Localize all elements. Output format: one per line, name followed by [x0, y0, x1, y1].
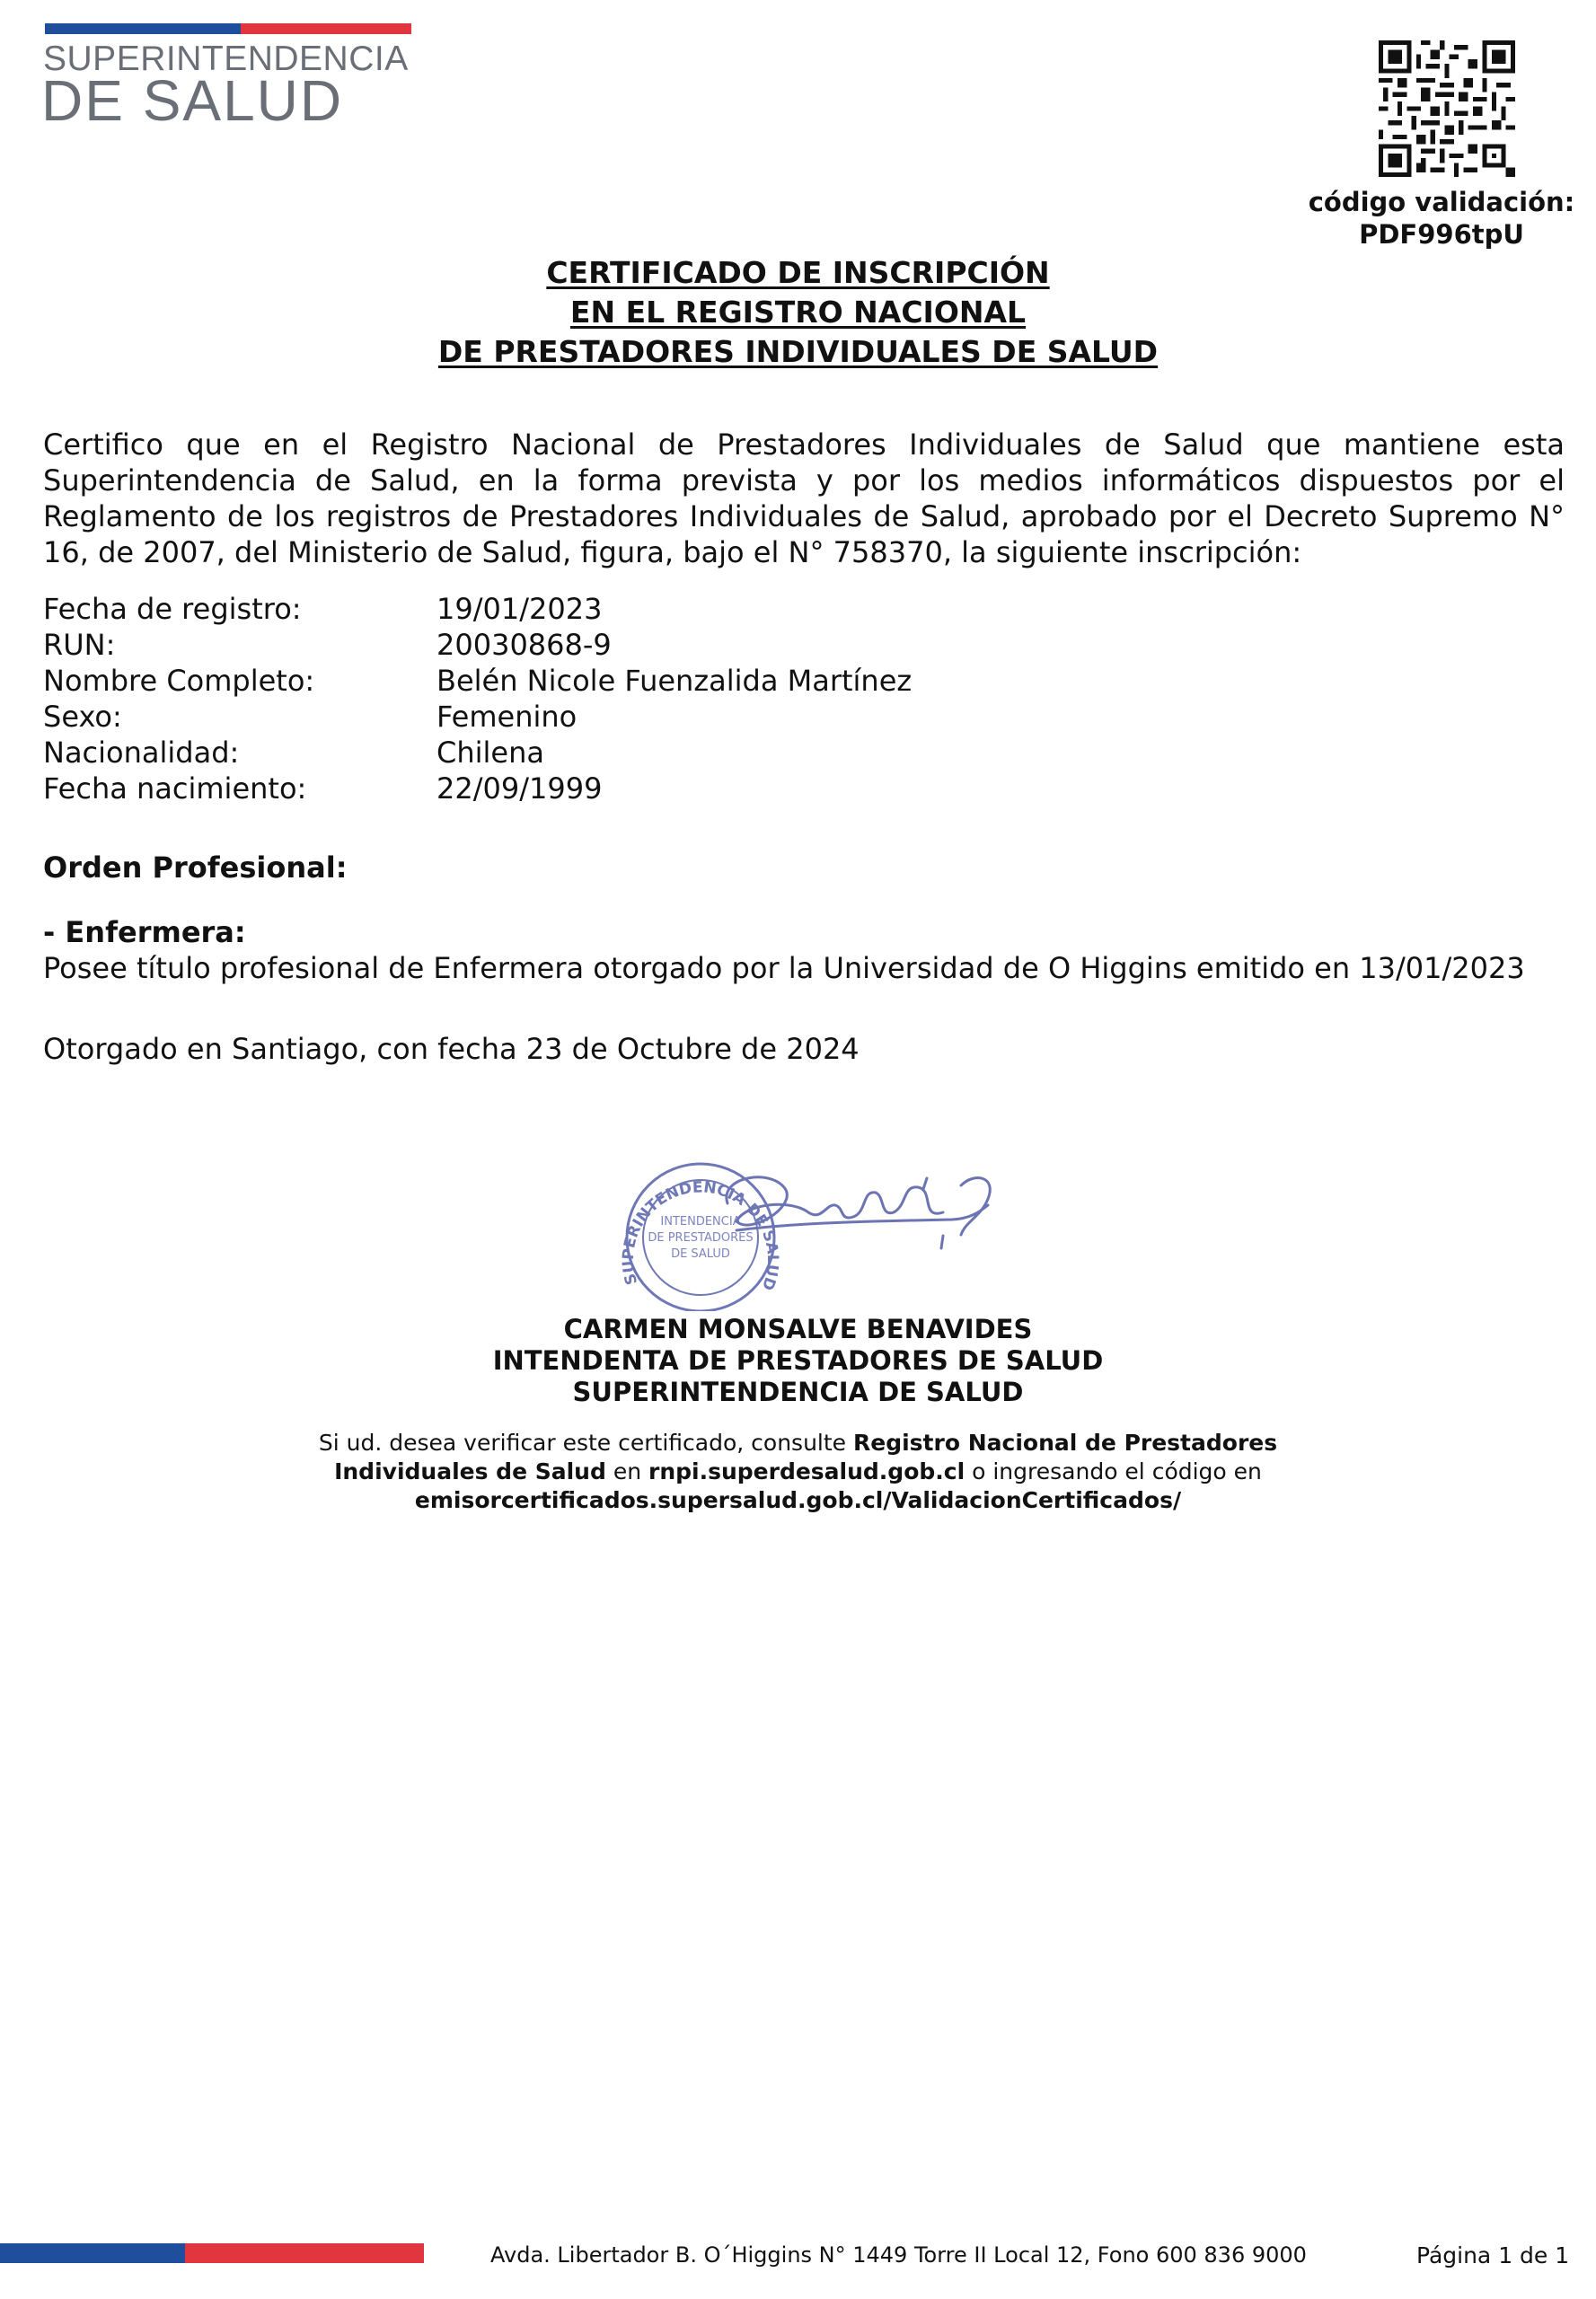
seal-inner-line2: DE PRESTADORES — [648, 1231, 754, 1245]
validation-label: código validación: — [1308, 187, 1575, 217]
field-value: 20030868-9 — [436, 628, 612, 662]
brand-bar-red — [241, 23, 411, 34]
title-line2: EN EL REGISTRO NACIONAL — [569, 295, 1027, 330]
field-row — [43, 699, 912, 735]
verify-text: o ingresando el código en — [965, 1458, 1262, 1484]
field-row — [43, 663, 912, 699]
footer-bar-blue — [0, 2243, 185, 2263]
field-row — [43, 771, 912, 806]
signer-name: CARMEN MONSALVE BENAVIDES — [563, 1314, 1033, 1344]
field-row — [43, 627, 912, 663]
field-value: Chilena — [436, 736, 544, 770]
verify-registry-name: Registro Nacional de Prestadores — [853, 1430, 1278, 1456]
signer-block — [269, 1314, 1327, 1408]
field-row — [43, 591, 912, 627]
logo-line1: SUPERINTENDENCIA — [43, 40, 409, 78]
profession-title: - Enfermera: — [43, 915, 246, 949]
footer-bar-red — [185, 2243, 424, 2263]
qr-code-icon — [1379, 40, 1515, 177]
verify-text: Si ud. desea verificar este certificado, consulte — [318, 1430, 853, 1456]
signer-org: SUPERINTENDENCIA DE SALUD — [572, 1377, 1024, 1407]
field-label: RUN: — [43, 628, 116, 662]
title-line3: DE PRESTADORES INDIVIDUALES DE SALUD — [437, 334, 1159, 369]
official-seal-and-signature — [566, 1150, 1033, 1311]
orden-profesional-heading: Orden Profesional: — [43, 850, 348, 885]
signer-role: INTENDENTA DE PRESTADORES DE SALUD — [492, 1345, 1104, 1376]
verify-url-validation[interactable]: emisorcertificados.supersalud.gob.cl/ValidacionCertificados/ — [414, 1487, 1182, 1513]
field-value: Femenino — [436, 700, 578, 734]
brand-bar-blue — [45, 23, 241, 34]
registration-fields — [43, 591, 912, 806]
seal-ring-text-span: SUPERINTENDENCIA DE SALUD — [619, 1178, 782, 1293]
verify-url-rnpi[interactable]: rnpi.superdesalud.gob.cl — [648, 1458, 966, 1484]
title-line1: CERTIFICADO DE INSCRIPCIÓN — [546, 255, 1050, 290]
verify-registry-name-2: Individuales de Salud — [334, 1458, 606, 1484]
profession-text: Posee título profesional de Enfermera otorgado por la Universidad de O Higgins emitido en 13/01/2023 — [43, 951, 1525, 985]
document-title — [180, 253, 1416, 372]
issued-statement: Otorgado en Santiago, con fecha 23 de Octubre de 2024 — [43, 1032, 860, 1066]
validation-block — [1293, 186, 1590, 251]
intro-paragraph: Certifico que en el Registro Nacional de Prestadores Individuales de Salud que mantiene esta Superintendencia de Salud, en la forma prevista y por los medios informáticos dispuestos por el Reglamento de los registros de Prestadores Individuales de Salud, aprobado por el Decreto Supremo N° 16, de 2007, del Ministerio de Salud, figura, bajo el N° 758370, la siguiente inscripción: — [43, 427, 1565, 569]
verify-text: en — [605, 1458, 648, 1484]
field-row — [43, 735, 912, 771]
verification-note — [225, 1429, 1371, 1515]
field-value: 19/01/2023 — [436, 592, 603, 626]
field-label: Nombre Completo: — [43, 664, 315, 698]
field-label: Sexo: — [43, 700, 122, 734]
field-label: Nacionalidad: — [43, 736, 240, 770]
seal-inner-line3: DE SALUD — [671, 1247, 730, 1261]
brand-color-bar — [45, 23, 411, 34]
field-label: Fecha de registro: — [43, 592, 302, 626]
page-number: Página 1 de 1 — [1416, 2242, 1570, 2268]
footer-color-bar — [0, 2243, 424, 2263]
footer-address: Avda. Libertador B. O´Higgins N° 1449 Torre II Local 12, Fono 600 836 9000 — [490, 2242, 1307, 2268]
field-label: Fecha nacimiento: — [43, 771, 307, 806]
field-value: Belén Nicole Fuenzalida Martínez — [436, 664, 913, 698]
validation-code: PDF996tpU — [1359, 219, 1524, 250]
field-value: 22/09/1999 — [436, 771, 603, 806]
logo-line2: DE SALUD — [41, 68, 344, 133]
seal-inner-line1: INTENDENCIA — [660, 1215, 741, 1229]
